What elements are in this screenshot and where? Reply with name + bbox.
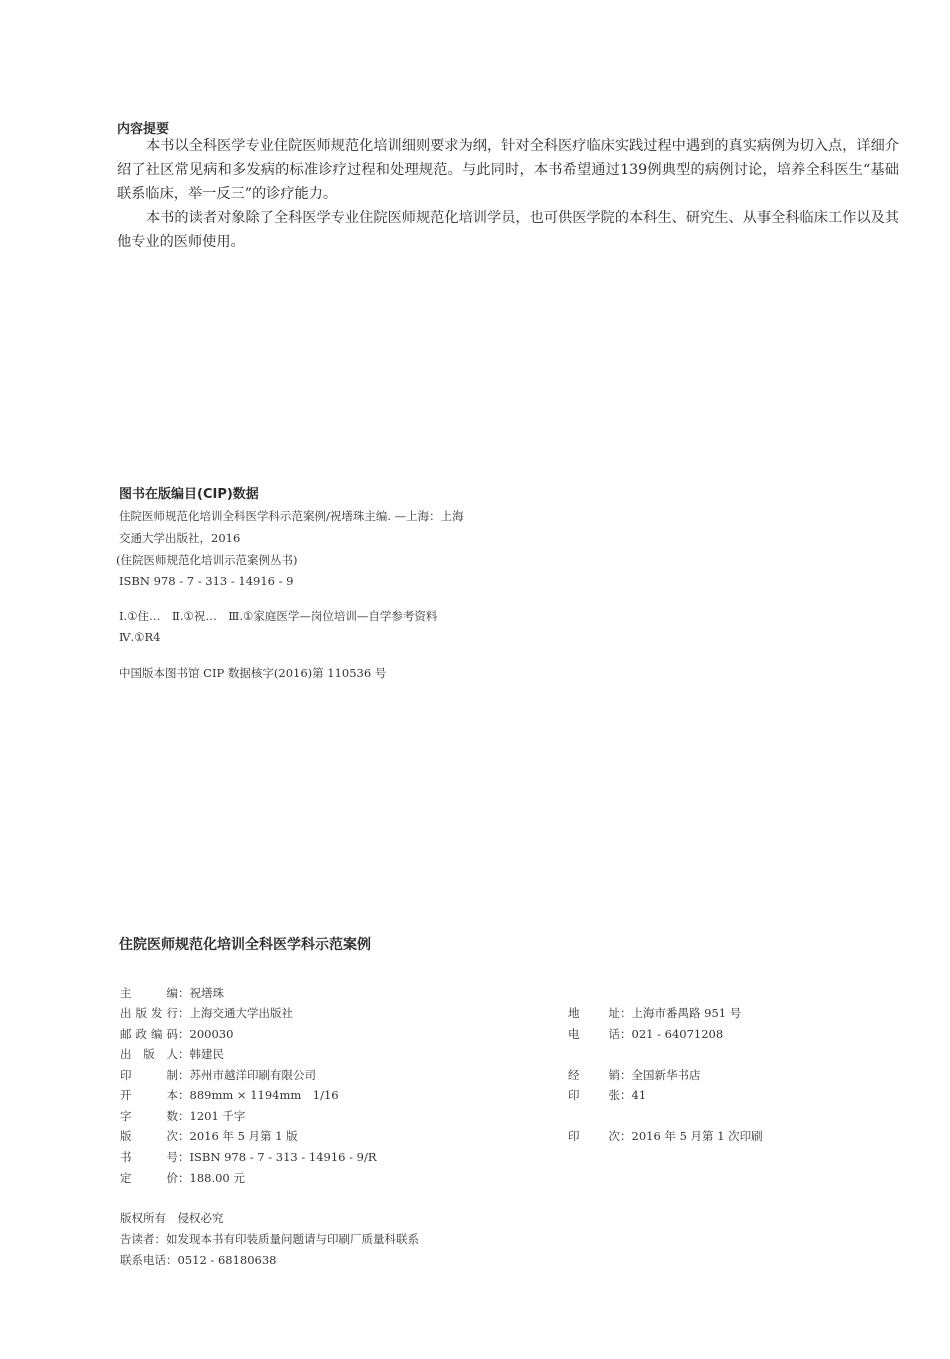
reader-notice: 告读者：如发现本书有印装质量问题请与印刷厂质量科联系 — [120, 1232, 419, 1246]
cip-line-2: 交通大学出版社，2016 — [119, 531, 241, 545]
cip-line-1: 住院医师规范化培训全科医学科示范案例/祝墡珠主编. —上海：上海 — [119, 509, 464, 523]
cip-line-5: Ⅰ.①住… Ⅱ.①祝… Ⅲ.①家庭医学—岗位培训—自学参考资料 — [119, 609, 438, 623]
cip-line-4: ISBN 978 - 7 - 313 - 14916 - 9 — [119, 574, 294, 588]
contact-phone: 联系电话：0512 - 68180638 — [120, 1253, 277, 1267]
cip-title: 图书在版编目(CIP)数据 — [119, 487, 259, 502]
info-row: 邮政编码：200030 — [120, 1027, 234, 1041]
summary-title: 内容提要 — [117, 122, 170, 137]
copyright-notice: 版权所有 侵权必究 — [120, 1211, 224, 1225]
info-row: 地 址：上海市番禺路 951 号 — [568, 1006, 742, 1020]
summary-paragraph-1: 本书以全科医学专业住院医师规范化培训细则要求为纲，针对全科医疗临床实践过程中遇到的真实病例为切入点，详细介绍了社区常见病和多发病的标准诊疗过程和处理规范。与此同时，本书希望通过139例典型的病例讨论，培养全科医生“基础联系临床，举一反三”的诊疗能力。 — [117, 138, 899, 202]
info-row: 版 次：2016 年 5 月第 1 版 — [120, 1129, 298, 1143]
info-row: 主 编：祝墡珠 — [120, 986, 224, 1000]
info-row: 印 张：41 — [568, 1088, 647, 1102]
info-row: 电 话：021 - 64071208 — [568, 1027, 724, 1041]
summary-paragraph-2: 本书的读者对象除了全科医学专业住院医师规范化培训学员，也可供医学院的本科生、研究生、从事全科临床工作以及其他专业的医师使用。 — [117, 210, 899, 250]
cip-line-3: (住院医师规范化培训示范案例丛书) — [116, 553, 298, 567]
info-row: 印 次：2016 年 5 月第 1 次印刷 — [568, 1129, 763, 1143]
info-row: 定 价：188.00 元 — [120, 1171, 245, 1185]
info-row: 字 数：1201 千字 — [120, 1109, 246, 1123]
info-row: 印 制：苏州市越洋印刷有限公司 — [120, 1068, 316, 1082]
info-row: 经 销：全国新华书店 — [568, 1068, 701, 1082]
info-row: 出版发行：上海交通大学出版社 — [120, 1006, 293, 1020]
cip-line-6: Ⅳ.①R4 — [119, 630, 161, 644]
info-row: 出 版 人：韩建民 — [120, 1047, 224, 1061]
info-row: 开 本：889mm × 1194mm 1/16 — [120, 1088, 339, 1102]
cip-line-7: 中国版本图书馆 CIP 数据核字(2016)第 110536 号 — [119, 666, 387, 680]
info-row: 书 号：ISBN 978 - 7 - 313 - 14916 - 9/R — [120, 1150, 377, 1164]
book-title: 住院医师规范化培训全科医学科示范案例 — [119, 937, 371, 953]
